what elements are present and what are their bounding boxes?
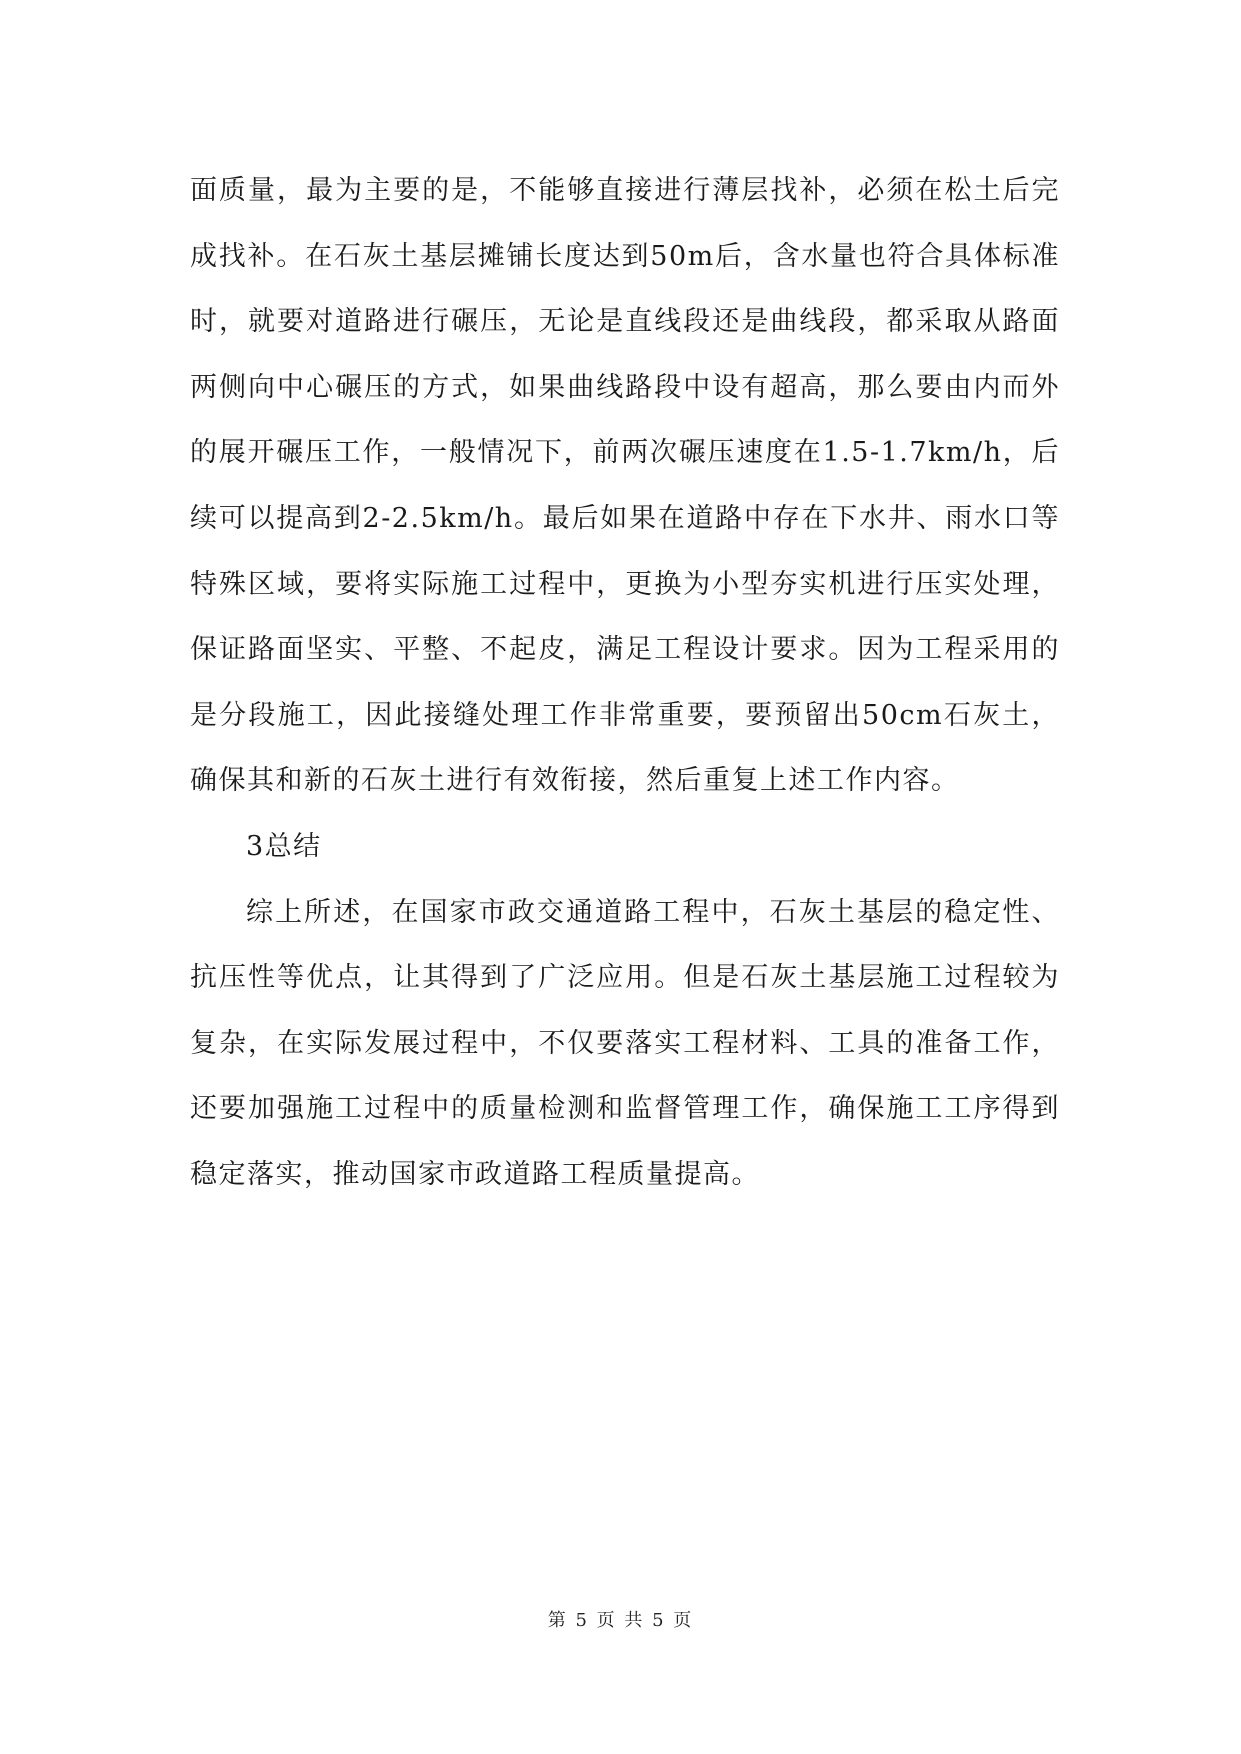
conclusion-paragraph: 综上所述，在国家市政交通道路工程中，石灰土基层的稳定性、抗压性等优点，让其得到了广泛应用。但是石灰土基层施工过程较为复杂，在实际发展过程中，不仅要落实工程材料、工具的准备工作，还要加强施工过程中的质量检测和监督管理工作，确保施工工序得到稳定落实，推动国家市政道路工程质量提高。 bbox=[190, 896, 1060, 1190]
body-paragraph-continued: 面质量，最为主要的是，不能够直接进行薄层找补，必须在松土后完成找补。在石灰土基层摊铺长度达到50m后，含水量也符合具体标准时，就要对道路进行碾压，无论是直线段还是曲线段，都采取从路面两侧向中心碾压的方式，如果曲线路段中设有超高，那么要由内而外的展开碾压工作，一般情况下，前两次碾压速度在1.5-1.7km/h，后续可以提高到2-2.5km/h。最后如果在道路中存在下水井、雨水口等特殊区域，要将实际施工过程中，更换为小型夯实机进行压实处理，保证路面坚实、平整、不起皮，满足工程设计要求。因为工程采用的是分段施工，因此接缝处理工作非常重要，要预留出50cm石灰土，确保其和新的石灰土进行有效衔接，然后重复上述工作内容。 bbox=[190, 175, 1060, 797]
document-body bbox=[190, 158, 1060, 1208]
page-footer: 第 5 页 共 5 页 bbox=[547, 1610, 694, 1631]
section-heading-summary: 3总结 bbox=[246, 830, 322, 862]
